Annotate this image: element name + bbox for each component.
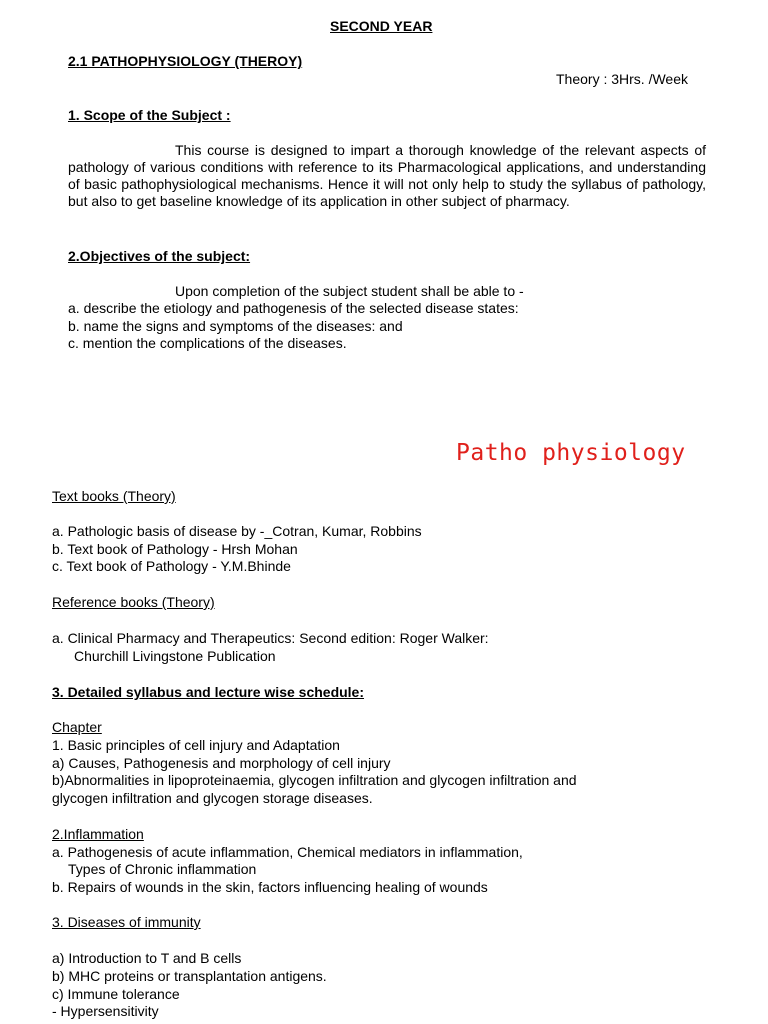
scope-paragraph: This course is designed to impart a thorough knowledge of the relevant aspects of pathology of various conditions with reference to its Pharmacological applications, and understanding of basic pathophysiological mechanisms. Hence it will not only help to study the syllabus of pathology, but also to get baseline knowledge of its application in other subject of pharmacy. (68, 142, 706, 209)
chapter3-line: a) Introduction to T and B cells (52, 950, 242, 966)
objective-item: a. describe the etiology and pathogenesis of the selected disease states: (68, 300, 519, 316)
reference-books-heading: Reference books (Theory) (52, 594, 215, 610)
text-book-item: c. Text book of Pathology - Y.M.Bhinde (52, 558, 291, 574)
objectives-heading: 2.Objectives of the subject: (68, 248, 251, 264)
chapter1-line: glycogen infiltration and glycogen storage diseases. (52, 790, 373, 806)
course-title: 2.1 PATHOPHYSIOLOGY (THEROY) (68, 53, 303, 69)
chapter-label: Chapter (52, 719, 102, 735)
chapter2-line: Types of Chronic inflammation (68, 861, 257, 877)
chapter3-line: - Hypersensitivity (52, 1003, 159, 1019)
text-book-item: a. Pathologic basis of disease by -_Cotran, Kumar, Robbins (52, 523, 422, 539)
chapter1-line: b)Abnormalities in lipoproteinaemia, glycogen infiltration and glycogen infiltration and (52, 772, 577, 788)
theory-hours: Theory : 3Hrs. /Week (556, 71, 689, 87)
objective-item: b. name the signs and symptoms of the diseases: and (68, 318, 403, 334)
chapter1-title: 1. Basic principles of cell injury and Adaptation (52, 737, 340, 753)
text-books-heading: Text books (Theory) (52, 488, 176, 504)
chapter2-line: b. Repairs of wounds in the skin, factors influencing healing of wounds (52, 879, 488, 895)
chapter2-line: a. Pathogenesis of acute inflammation, Chemical mediators in inflammation, (52, 844, 523, 860)
text-book-item: b. Text book of Pathology - Hrsh Mohan (52, 541, 298, 557)
chapter3-line: b) MHC proteins or transplantation antigens. (52, 968, 327, 984)
patho-physiology-stamp: Patho physiology (456, 440, 686, 466)
chapter3-line: c) Immune tolerance (52, 986, 180, 1002)
year-title: SECOND YEAR (330, 18, 433, 34)
chapter1-line: a) Causes, Pathogenesis and morphology of cell injury (52, 755, 391, 771)
syllabus-heading: 3. Detailed syllabus and lecture wise schedule: (52, 684, 365, 700)
reference-book-publisher: Churchill Livingstone Publication (74, 648, 276, 664)
reference-book-item: a. Clinical Pharmacy and Therapeutics: Second edition: Roger Walker: (52, 630, 489, 646)
chapter2-title: 2.Inflammation (52, 826, 144, 842)
scope-heading: 1. Scope of the Subject : (68, 107, 231, 123)
objectives-intro: Upon completion of the subject student shall be able to - (175, 283, 524, 299)
chapter3-title: 3. Diseases of immunity (52, 914, 201, 930)
objective-item: c. mention the complications of the diseases. (68, 335, 347, 351)
